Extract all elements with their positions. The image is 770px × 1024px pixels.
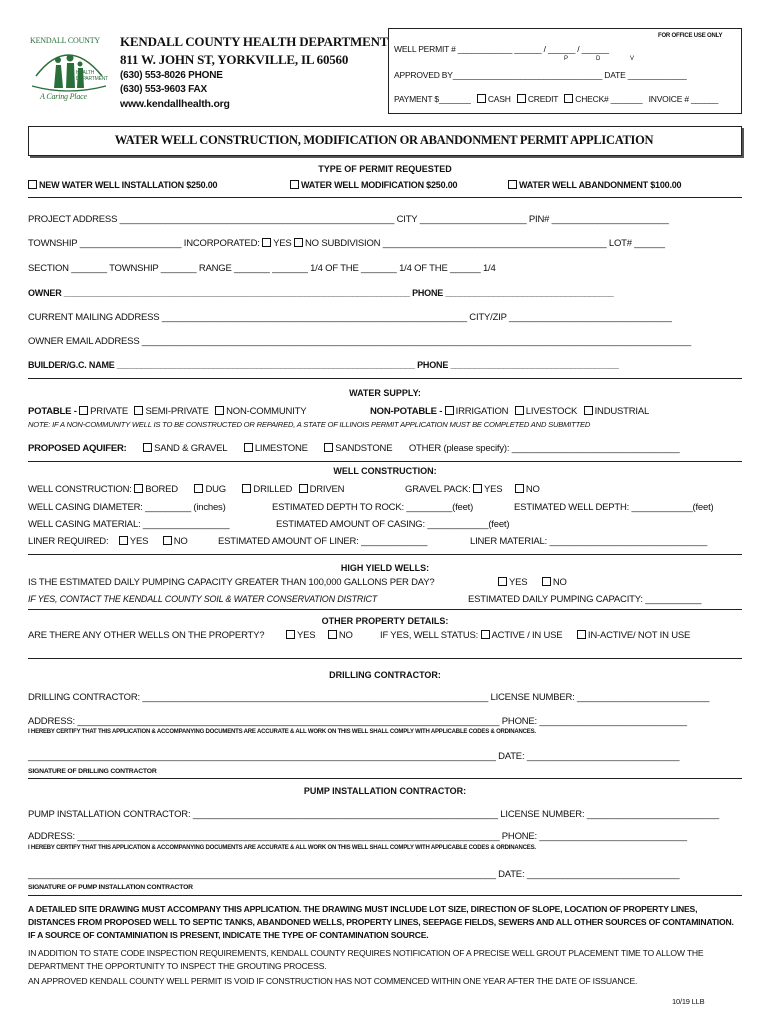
divider [28, 658, 742, 659]
incorporated-no-label: NO [305, 238, 319, 249]
casing-material-field[interactable]: WELL CASING MATERIAL: _________________ [28, 519, 230, 530]
semi-private-label: SEMI-PRIVATE [145, 406, 209, 417]
sandstone-label: SANDSTONE [335, 443, 393, 454]
permit-new-checkbox[interactable] [28, 180, 37, 189]
pump-signature-date-field[interactable]: ____________________________________________________________________________________________ DATE: ______________________________ [28, 869, 680, 880]
drilling-certify: I HEREBY CERTIFY THAT THIS APPLICATION & ACCOMPANYING DOCUMENTS ARE ACCURATE & ALL WORK ON THIS WELL SHALL COMPLY WITH APPLICABLE CODES & ORDINANCES. [28, 729, 536, 735]
inactive-checkbox[interactable] [577, 630, 586, 639]
divider [28, 778, 742, 779]
gravel-pack-label: GRAVEL PACK: [405, 484, 471, 495]
pump-signature-label: SIGNATURE OF PUMP INSTALLATION CONTRACTOR [28, 884, 193, 891]
project-address-field[interactable]: PROJECT ADDRESS ______________________________________________________ CITY _____________________ PIN# _______________________ [28, 214, 669, 225]
liner-yes-label: YES [129, 536, 149, 547]
township-field[interactable]: TOWNSHIP ____________________ INCORPORATED: [28, 238, 260, 249]
drilled-label: DRILLED [253, 484, 293, 495]
gravel-pack-row [405, 484, 540, 495]
liner-material-field[interactable]: LINER MATERIAL: _______________________________ [470, 536, 708, 547]
well-construction-label: WELL CONSTRUCTION: [28, 484, 132, 495]
permit-abandonment-option[interactable] [508, 180, 681, 190]
logo-text: KENDALL COUNTY [30, 36, 101, 45]
grout-notification-notice: IN ADDITION TO STATE CODE INSPECTION REQUIREMENTS, KENDALL COUNTY REQUIRES NOTIFICATION OF A PRECISE WELL GROUT PLACEMENT TIME TO ALLOW THE DEPARTMENT THE OPPORTUNITY TO INSPECT THE GROUTING PROCESS. [28, 948, 704, 971]
aquifer-label: PROPOSED AQUIFER: [28, 443, 127, 454]
subdivision-field[interactable]: SUBDIVISION ____________________________________________ LOT# ______ [321, 238, 665, 249]
dug-checkbox[interactable] [194, 484, 203, 493]
private-label: PRIVATE [90, 406, 128, 417]
credit-checkbox[interactable] [517, 94, 526, 103]
nonpotable-label: NON-POTABLE - [370, 406, 443, 417]
permit-modification-checkbox[interactable] [290, 180, 299, 189]
amount-liner-field[interactable]: ESTIMATED AMOUNT OF LINER: _____________ [218, 536, 428, 547]
form-title: WATER WELL CONSTRUCTION, MODIFICATION OR ABANDONMENT PERMIT APPLICATION [114, 133, 654, 147]
dept-address: 811 W. JOHN ST, YORKVILLE, IL 60560 [120, 52, 349, 67]
other-wells-question: ARE THERE ANY OTHER WELLS ON THE PROPERTY? [28, 630, 265, 641]
aquifer-row [28, 443, 679, 454]
liner-row [28, 536, 188, 547]
drilling-signature-date-field[interactable]: ____________________________________________________________________________________________ DATE: ______________________________ [28, 751, 680, 762]
well-construction-row [28, 484, 344, 495]
well-status-label: IF YES, WELL STATUS: [380, 630, 479, 641]
drilling-signature-label: SIGNATURE OF DRILLING CONTRACTOR [28, 768, 157, 775]
dug-label: DUG [205, 484, 226, 495]
limestone-label: LIMESTONE [254, 443, 308, 454]
driven-checkbox[interactable] [299, 484, 308, 493]
dept-fax: (630) 553-9603 FAX [120, 84, 208, 95]
casing-diameter-field[interactable]: WELL CASING DIAMETER: _________ (inches) [28, 502, 226, 513]
other-wells-no-label: NO [338, 630, 353, 641]
pump-heading: PUMP INSTALLATION CONTRACTOR: [303, 786, 467, 796]
drilling-heading: DRILLING CONTRACTOR: [329, 670, 441, 680]
gravel-no-checkbox[interactable] [515, 484, 524, 493]
gravel-yes-checkbox[interactable] [473, 484, 482, 493]
sand-gravel-label: SAND & GRAVEL [154, 443, 228, 454]
liner-no-label: NO [173, 536, 188, 547]
liner-yes-checkbox[interactable] [119, 536, 128, 545]
dept-name: KENDALL COUNTY HEALTH DEPARTMENT [120, 34, 389, 49]
other-wells-no-checkbox[interactable] [328, 630, 337, 639]
driven-label: DRIVEN [309, 484, 345, 495]
liner-required-label: LINER REQUIRED: [28, 536, 109, 547]
semi-private-checkbox[interactable] [134, 406, 143, 415]
incorporated-no-checkbox[interactable] [294, 238, 303, 247]
gravel-no-label: NO [525, 484, 540, 495]
permit-abandonment-label: WATER WELL ABANDONMENT $100.00 [519, 180, 682, 190]
water-supply-heading: WATER SUPPLY: [349, 388, 421, 398]
permit-modification-label: WATER WELL MODIFICATION $250.00 [301, 180, 458, 190]
logo-sub-2: DEPARTMENT [76, 76, 108, 82]
nonpotable-row [370, 406, 649, 417]
well-permit-field[interactable]: WELL PERMIT # ____________ ______ / ______ / ______ [394, 44, 609, 54]
pump-contractor-field[interactable]: PUMP INSTALLATION CONTRACTOR: ____________________________________________________________ LICENSE NUMBER: __________________________ [28, 809, 720, 820]
cash-checkbox[interactable] [477, 94, 486, 103]
mailing-address-field[interactable]: CURRENT MAILING ADDRESS ____________________________________________________________ CITY/ZIP ________________________________ [28, 312, 672, 323]
potable-label: POTABLE - [28, 406, 77, 417]
irrigation-checkbox[interactable] [445, 406, 454, 415]
builder-field[interactable]: BUILDER/G.C. NAME ______________________________________________________________ PHONE ___________________________________ [28, 360, 619, 370]
drilling-address-field[interactable]: ADDRESS: ___________________________________________________________________________________ PHONE: _____________________________ [28, 716, 687, 727]
well-depth-field[interactable]: ESTIMATED WELL DEPTH: ____________(feet) [514, 502, 714, 513]
pumping-capacity-field[interactable]: ESTIMATED DAILY PUMPING CAPACITY: ___________ [468, 594, 702, 605]
livestock-label: LIVESTOCK [525, 406, 578, 417]
logo-sub-1: HEALTH [76, 70, 95, 76]
divider [28, 197, 742, 198]
liner-no-checkbox[interactable] [163, 536, 172, 545]
high-yield-no-checkbox[interactable] [542, 577, 551, 586]
pump-certify: I HEREBY CERTIFY THAT THIS APPLICATION & ACCOMPANYING DOCUMENTS ARE ACCURATE & ALL WORK ON THIS WELL SHALL COMPLY WITH APPLICABLE CODES & ORDINANCES. [28, 845, 536, 851]
high-yield-yes-label: YES [509, 577, 528, 588]
depth-to-rock-field[interactable]: ESTIMATED DEPTH TO ROCK: _________(feet) [272, 502, 474, 513]
irrigation-label: IRRIGATION [455, 406, 509, 417]
office-use-title: FOR OFFICE USE ONLY [658, 33, 723, 39]
other-aquifer-field[interactable]: OTHER (please specify): _________________________________ [408, 443, 680, 454]
non-community-note: NOTE: IF A NON-COMMUNITY WELL IS TO BE CONSTRUCTED OR REPAIRED, A STATE OF ILLINOIS PERMIT APPLICATION MUST BE COMPLETED AND SUBMITTED [28, 420, 591, 429]
high-yield-yes-checkbox[interactable] [498, 577, 507, 586]
sandstone-checkbox[interactable] [324, 443, 333, 452]
high-yield-heading: HIGH YIELD WELLS: [340, 563, 430, 573]
non-community-checkbox[interactable] [215, 406, 224, 415]
permit-abandonment-checkbox[interactable] [508, 180, 517, 189]
payment-field[interactable]: PAYMENT $_______ [394, 94, 471, 104]
owner-field[interactable]: OWNER ________________________________________________________________________ PHONE ___________________________________ [28, 288, 614, 298]
other-wells-yes-checkbox[interactable] [286, 630, 295, 639]
livestock-checkbox[interactable] [515, 406, 524, 415]
logo-tagline: A Caring Place [40, 92, 87, 101]
permit-type-heading: TYPE OF PERMIT REQUESTED [318, 164, 452, 174]
industrial-checkbox[interactable] [584, 406, 593, 415]
high-yield-question: IS THE ESTIMATED DAILY PUMPING CAPACITY GREATER THAN 100,000 GALLONS PER DAY? [28, 577, 435, 588]
incorporated-yes-label: YES [273, 238, 292, 249]
active-label: ACTIVE / IN USE [491, 630, 563, 641]
private-checkbox[interactable] [79, 406, 88, 415]
approved-by-field[interactable]: APPROVED BY_________________________________ DATE _____________ [394, 70, 687, 80]
permit-void-notice: AN APPROVED KENDALL COUNTY WELL PERMIT IS VOID IF CONSTRUCTION HAS NOT COMMENCED WITHIN ONE YEAR AFTER THE DATE OF ISSUANCE. [28, 976, 638, 986]
sand-gravel-checkbox[interactable] [143, 443, 152, 452]
section-field[interactable]: SECTION _______ TOWNSHIP _______ RANGE _______ _______ 1/4 OF THE _______ 1/4 OF THE ______ 1/4 [28, 263, 496, 274]
cash-label: CASH [487, 94, 511, 104]
industrial-label: INDUSTRIAL [594, 406, 650, 417]
credit-label: CREDIT [527, 94, 559, 104]
pdv-p: P [564, 56, 568, 62]
divider [28, 378, 742, 379]
other-wells-options [286, 630, 353, 641]
limestone-checkbox[interactable] [244, 443, 253, 452]
bored-label: BORED [145, 484, 178, 495]
pdv-v: V [630, 56, 634, 62]
divider [28, 554, 742, 555]
drilling-contractor-field[interactable]: DRILLING CONTRACTOR: ____________________________________________________________________ LICENSE NUMBER: __________________________ [28, 692, 710, 703]
check-field[interactable]: CHECK# _______ [575, 94, 643, 104]
soil-water-contact: IF YES, CONTACT THE KENDALL COUNTY SOIL & WATER CONSERVATION DISTRICT [28, 594, 378, 604]
high-yield-no-label: NO [552, 577, 567, 588]
gravel-yes-label: YES [483, 484, 503, 495]
potable-row [28, 406, 306, 417]
permit-modification-option[interactable] [290, 180, 457, 190]
active-checkbox[interactable] [481, 630, 490, 639]
dept-phone: (630) 553-8026 PHONE [120, 70, 223, 81]
divider [28, 461, 742, 462]
pump-address-field[interactable]: ADDRESS: ___________________________________________________________________________________ PHONE: _____________________________ [28, 831, 687, 842]
payment-row [394, 94, 718, 104]
site-drawing-notice: A DETAILED SITE DRAWING MUST ACCOMPANY THIS APPLICATION. THE DRAWING MUST INCLUDE LOT SIZE, DIRECTION OF SLOPE, LOCATION OF PROPERTY LINES, DISTANCES FROM PROPOSED WELL TO SEPTIC TANKS, ABANDONED WELLS, PROPERTY LINES, SEEPAGE FIELDS, SEWERS AND ALL OTHER SOURCES OF CONTAMINATION. IF A SOURCE OF CONTAMINIATION IS PRESENT, INDICATE THE TYPE OF CONTAMINATION SOURCE. [28, 904, 734, 940]
divider [28, 895, 742, 896]
invoice-field[interactable]: INVOICE # ______ [648, 94, 719, 104]
permit-new-label: NEW WATER WELL INSTALLATION $250.00 [39, 180, 218, 190]
dept-website[interactable]: www.kendallhealth.org [120, 98, 230, 110]
township-row [28, 238, 665, 249]
incorporated-yes-checkbox[interactable] [262, 238, 271, 247]
other-property-heading: OTHER PROPERTY DETAILS: [321, 616, 449, 626]
drilled-checkbox[interactable] [242, 484, 251, 493]
bored-checkbox[interactable] [134, 484, 143, 493]
form-version: 10/19 LLB [672, 997, 705, 1006]
permit-new-option[interactable] [28, 180, 217, 190]
non-community-label: NON-COMMUNITY [226, 406, 307, 417]
divider [28, 609, 742, 610]
pdv-d: D [596, 56, 601, 62]
check-checkbox[interactable] [564, 94, 573, 103]
high-yield-options [498, 577, 567, 588]
other-wells-yes-label: YES [297, 630, 316, 641]
inactive-label: IN-ACTIVE/ NOT IN USE [587, 630, 691, 641]
well-construction-heading: WELL CONSTRUCTION: [333, 466, 437, 476]
owner-email-field[interactable]: OWNER EMAIL ADDRESS ____________________________________________________________________________________________________________ [28, 336, 691, 347]
well-status-row [380, 630, 690, 641]
amount-casing-field[interactable]: ESTIMATED AMOUNT OF CASING: ____________(feet) [276, 519, 510, 530]
